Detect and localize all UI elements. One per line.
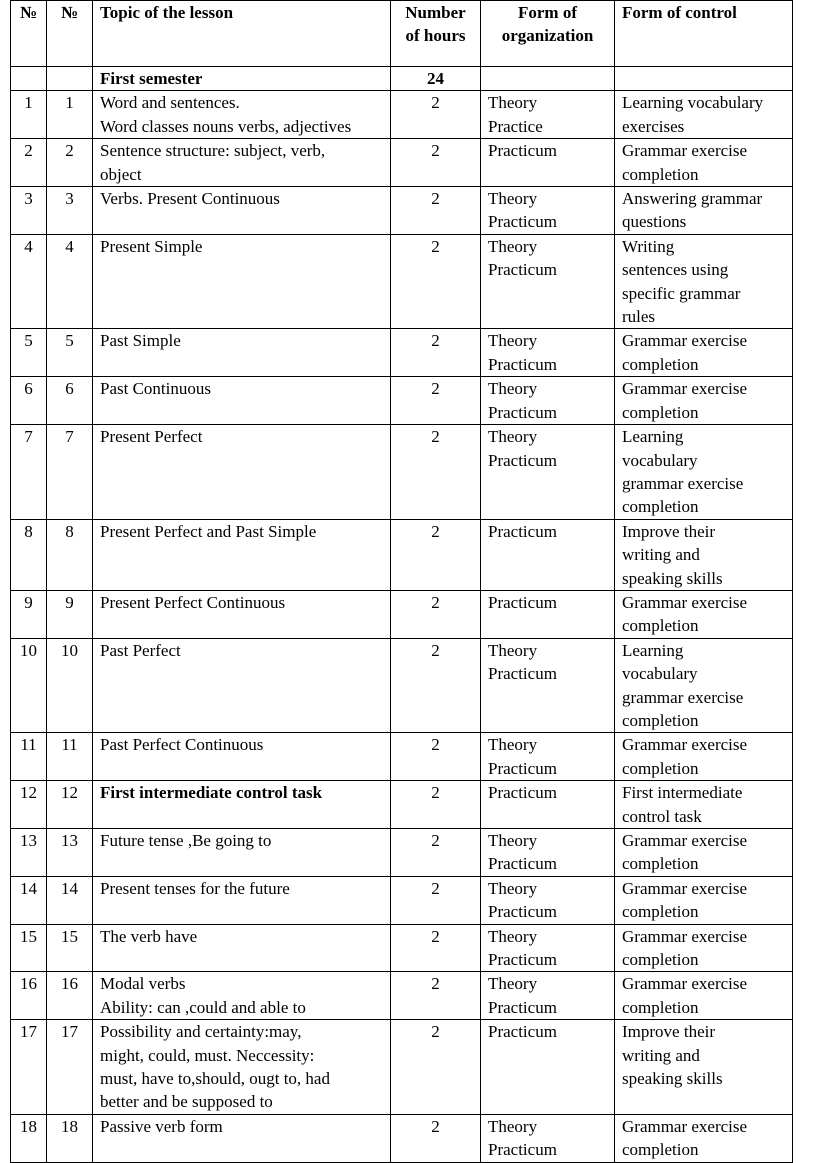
- semester-empty-6: [615, 67, 793, 91]
- header-number-2: №: [47, 1, 93, 67]
- lesson-number: 2: [47, 139, 93, 187]
- row-number: 4: [11, 234, 47, 329]
- topic-cell: Possibility and certainty:may, might, could, must. Neccessity: must, have to,should, ougt to, had better and be supposed to: [93, 1020, 391, 1115]
- hours-cell: 2: [391, 234, 481, 329]
- hours-cell: 2: [391, 1020, 481, 1115]
- control-cell: Grammar exercise completion: [615, 590, 793, 638]
- row-number: 2: [11, 139, 47, 187]
- control-cell: Grammar exercise completion: [615, 876, 793, 924]
- table-row: [11, 1020, 793, 1115]
- lesson-number: 14: [47, 876, 93, 924]
- row-number: 11: [11, 733, 47, 781]
- organization-cell: Theory Practicum: [481, 924, 615, 972]
- row-number: 16: [11, 972, 47, 1020]
- topic-cell: Present Perfect Continuous: [93, 590, 391, 638]
- topic-cell: Modal verbs Ability: can ,could and able to: [93, 972, 391, 1020]
- lesson-plan-table: [10, 0, 793, 1163]
- table-row: [11, 1114, 793, 1162]
- hours-cell: 2: [391, 924, 481, 972]
- semester-label: First semester: [93, 67, 391, 91]
- semester-empty-2: [47, 67, 93, 91]
- organization-cell: Theory Practicum: [481, 425, 615, 520]
- header-hours: Number of hours: [391, 1, 481, 67]
- control-cell: Grammar exercise completion: [615, 829, 793, 877]
- semester-hours: 24: [391, 67, 481, 91]
- table-row: [11, 638, 793, 733]
- organization-cell: Practicum: [481, 590, 615, 638]
- row-number: 1: [11, 91, 47, 139]
- organization-cell: Theory Practicum: [481, 234, 615, 329]
- control-cell: Learning vocabulary grammar exercise completion: [615, 638, 793, 733]
- table-row: [11, 876, 793, 924]
- row-number: 6: [11, 377, 47, 425]
- row-number: 7: [11, 425, 47, 520]
- control-cell: Grammar exercise completion: [615, 733, 793, 781]
- organization-cell: Theory Practicum: [481, 187, 615, 235]
- organization-cell: Theory Practicum: [481, 972, 615, 1020]
- control-cell: Improve their writing and speaking skills: [615, 1020, 793, 1115]
- table-row: [11, 590, 793, 638]
- hours-cell: 2: [391, 519, 481, 590]
- hours-cell: 2: [391, 425, 481, 520]
- lesson-number: 5: [47, 329, 93, 377]
- control-cell: Grammar exercise completion: [615, 139, 793, 187]
- hours-cell: 2: [391, 329, 481, 377]
- topic-cell: Past Perfect: [93, 638, 391, 733]
- table-row: [11, 234, 793, 329]
- table-row: [11, 425, 793, 520]
- organization-cell: Practicum: [481, 519, 615, 590]
- topic-cell: Future tense ,Be going to: [93, 829, 391, 877]
- table-row: [11, 829, 793, 877]
- organization-cell: Practicum: [481, 139, 615, 187]
- topic-cell: Present Perfect and Past Simple: [93, 519, 391, 590]
- table-row: [11, 187, 793, 235]
- lesson-number: 17: [47, 1020, 93, 1115]
- row-number: 3: [11, 187, 47, 235]
- table-header-row: [11, 1, 793, 67]
- hours-cell: 2: [391, 91, 481, 139]
- hours-cell: 2: [391, 638, 481, 733]
- lesson-number: 10: [47, 638, 93, 733]
- table-row: [11, 377, 793, 425]
- organization-cell: Theory Practice: [481, 91, 615, 139]
- organization-cell: Theory Practicum: [481, 638, 615, 733]
- topic-cell: Present Simple: [93, 234, 391, 329]
- topic-cell: Word and sentences. Word classes nouns verbs, adjectives: [93, 91, 391, 139]
- topic-cell: Past Simple: [93, 329, 391, 377]
- lesson-number: 12: [47, 781, 93, 829]
- lesson-number: 13: [47, 829, 93, 877]
- hours-cell: 2: [391, 876, 481, 924]
- table-row: [11, 91, 793, 139]
- control-cell: Learning vocabulary grammar exercise completion: [615, 425, 793, 520]
- organization-cell: Theory Practicum: [481, 329, 615, 377]
- topic-cell: The verb have: [93, 924, 391, 972]
- row-number: 5: [11, 329, 47, 377]
- semester-row: [11, 67, 793, 91]
- row-number: 13: [11, 829, 47, 877]
- topic-cell: Past Perfect Continuous: [93, 733, 391, 781]
- organization-cell: Theory Practicum: [481, 876, 615, 924]
- organization-cell: Theory Practicum: [481, 377, 615, 425]
- table-row: [11, 519, 793, 590]
- row-number: 17: [11, 1020, 47, 1115]
- hours-cell: 2: [391, 590, 481, 638]
- topic-cell: Present Perfect: [93, 425, 391, 520]
- lesson-number: 8: [47, 519, 93, 590]
- row-number: 10: [11, 638, 47, 733]
- organization-cell: Practicum: [481, 1020, 615, 1115]
- lesson-number: 3: [47, 187, 93, 235]
- control-cell: Answering grammar questions: [615, 187, 793, 235]
- hours-cell: 2: [391, 187, 481, 235]
- control-cell: Grammar exercise completion: [615, 1114, 793, 1162]
- row-number: 15: [11, 924, 47, 972]
- lesson-number: 11: [47, 733, 93, 781]
- lesson-number: 6: [47, 377, 93, 425]
- control-cell: Grammar exercise completion: [615, 972, 793, 1020]
- lesson-number: 4: [47, 234, 93, 329]
- lesson-number: 18: [47, 1114, 93, 1162]
- hours-cell: 2: [391, 781, 481, 829]
- semester-empty-1: [11, 67, 47, 91]
- organization-cell: Theory Practicum: [481, 829, 615, 877]
- table-row: [11, 139, 793, 187]
- header-number-1: №: [11, 1, 47, 67]
- header-form-of-organization: Form of organization: [481, 1, 615, 67]
- lesson-number: 7: [47, 425, 93, 520]
- topic-cell: Past Continuous: [93, 377, 391, 425]
- table-row: [11, 924, 793, 972]
- topic-cell: First intermediate control task: [93, 781, 391, 829]
- header-topic: Topic of the lesson: [93, 1, 391, 67]
- control-cell: Grammar exercise completion: [615, 329, 793, 377]
- table-row: [11, 733, 793, 781]
- table-row: [11, 329, 793, 377]
- topic-cell: Present tenses for the future: [93, 876, 391, 924]
- semester-empty-5: [481, 67, 615, 91]
- lesson-number: 16: [47, 972, 93, 1020]
- table-row: [11, 972, 793, 1020]
- hours-cell: 2: [391, 1114, 481, 1162]
- row-number: 12: [11, 781, 47, 829]
- hours-cell: 2: [391, 829, 481, 877]
- organization-cell: Theory Practicum: [481, 1114, 615, 1162]
- control-cell: First intermediate control task: [615, 781, 793, 829]
- header-form-of-control: Form of control: [615, 1, 793, 67]
- control-cell: Writing sentences using specific grammar rules: [615, 234, 793, 329]
- lesson-number: 1: [47, 91, 93, 139]
- table-row: [11, 781, 793, 829]
- hours-cell: 2: [391, 377, 481, 425]
- control-cell: Improve their writing and speaking skills: [615, 519, 793, 590]
- lesson-number: 9: [47, 590, 93, 638]
- control-cell: Learning vocabulary exercises: [615, 91, 793, 139]
- row-number: 14: [11, 876, 47, 924]
- control-cell: Grammar exercise completion: [615, 924, 793, 972]
- lesson-number: 15: [47, 924, 93, 972]
- organization-cell: Practicum: [481, 781, 615, 829]
- row-number: 9: [11, 590, 47, 638]
- control-cell: Grammar exercise completion: [615, 377, 793, 425]
- hours-cell: 2: [391, 733, 481, 781]
- hours-cell: 2: [391, 972, 481, 1020]
- row-number: 8: [11, 519, 47, 590]
- hours-cell: 2: [391, 139, 481, 187]
- topic-cell: Passive verb form: [93, 1114, 391, 1162]
- topic-cell: Sentence structure: subject, verb, object: [93, 139, 391, 187]
- organization-cell: Theory Practicum: [481, 733, 615, 781]
- topic-cell: Verbs. Present Continuous: [93, 187, 391, 235]
- row-number: 18: [11, 1114, 47, 1162]
